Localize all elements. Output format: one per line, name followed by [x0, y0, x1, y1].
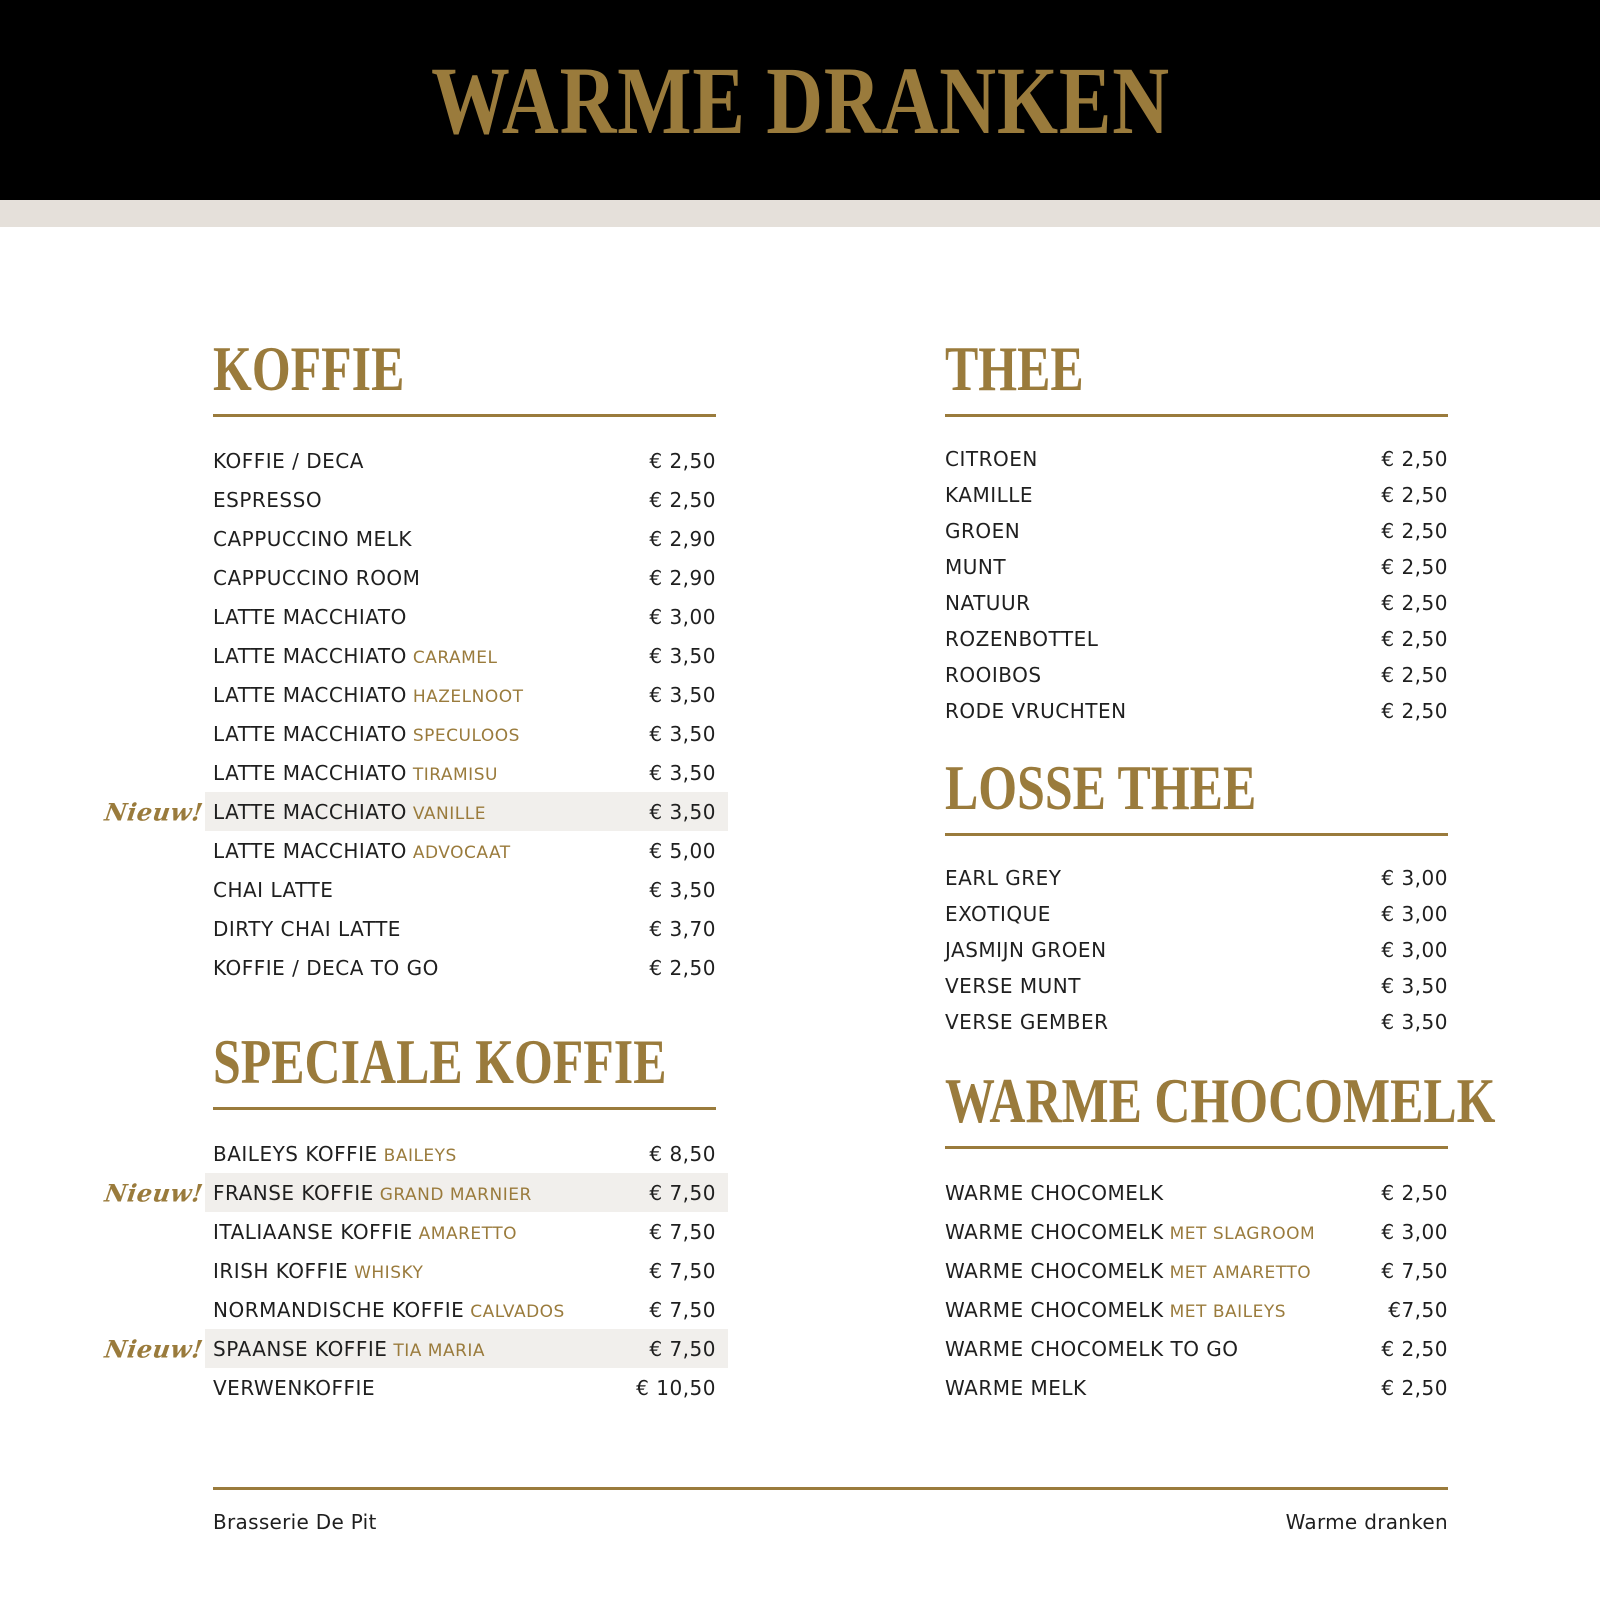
menu-item-price: € 7,50	[649, 1219, 716, 1244]
menu-item-price: € 10,50	[636, 1375, 716, 1400]
menu-item-label	[945, 555, 1006, 579]
menu-item-price: € 3,00	[649, 604, 716, 629]
section-title-warme-chocomelk: WARME CHOCOMELK	[945, 1065, 1496, 1136]
menu-item	[213, 1212, 716, 1251]
menu-item	[213, 753, 716, 792]
section-divider	[945, 1146, 1448, 1149]
menu-item-label	[213, 878, 333, 902]
menu-item-price: € 7,50	[649, 1180, 716, 1205]
menu-item-variant: WHISKY	[354, 1262, 424, 1283]
menu-item-label	[213, 449, 364, 473]
menu-list-thee	[945, 441, 1448, 729]
menu-item-price: € 2,50	[649, 955, 716, 980]
menu-item-price: € 2,50	[1381, 1180, 1448, 1205]
menu-item-price: € 3,50	[1381, 974, 1448, 998]
menu-item-price: € 3,00	[1381, 938, 1448, 962]
menu-item-price: € 2,50	[1381, 591, 1448, 615]
menu-item	[945, 1173, 1448, 1212]
menu-item-label	[213, 722, 520, 746]
menu-item-price: € 2,50	[1381, 519, 1448, 543]
menu-item-label	[945, 591, 1030, 615]
menu-item-variant: CARAMEL	[412, 647, 498, 668]
menu-item-price: € 3,00	[1381, 902, 1448, 926]
section-losse-thee	[945, 749, 1448, 1040]
menu-item-label	[213, 1337, 485, 1361]
menu-item-variant: GRAND MARNIER	[379, 1184, 532, 1205]
menu-item-price: € 2,90	[649, 526, 716, 551]
menu-item	[213, 597, 716, 636]
menu-item-label	[213, 527, 412, 551]
menu-item-price: € 3,00	[1381, 1219, 1448, 1244]
menu-item	[945, 441, 1448, 477]
page-title: WARME DRANKEN	[430, 46, 1170, 154]
section-warme-chocomelk	[945, 1062, 1496, 1407]
menu-item-price: € 2,50	[1381, 663, 1448, 687]
menu-item-price: € 3,50	[649, 799, 716, 824]
menu-item-name: ROOIBOS	[945, 663, 1042, 687]
menu-item-name: ROZENBOTTEL	[945, 627, 1099, 651]
menu-item	[945, 1004, 1448, 1040]
menu-item-label	[213, 1181, 532, 1205]
menu-item-name: LATTE MACCHIATO	[213, 721, 407, 746]
menu-item	[213, 480, 716, 519]
menu-item-name: GROEN	[945, 519, 1021, 543]
menu-item-price: € 2,50	[649, 487, 716, 512]
menu-item	[213, 909, 716, 948]
menu-item-price: €7,50	[1388, 1297, 1448, 1322]
menu-item-price: € 2,50	[1381, 483, 1448, 507]
menu-item-name: ESPRESSO	[213, 487, 323, 512]
menu-item-label	[213, 1220, 517, 1244]
menu-item-price: € 2,50	[1381, 1375, 1448, 1400]
menu-item	[945, 932, 1448, 968]
menu-item-name: SPAANSE KOFFIE	[213, 1336, 388, 1361]
menu-item-label	[945, 519, 1020, 543]
menu-item-variant: AMARETTO	[418, 1223, 518, 1244]
menu-item	[213, 870, 716, 909]
menu-item	[213, 1134, 716, 1173]
menu-item	[213, 948, 716, 987]
menu-item-price: € 3,00	[1381, 866, 1448, 890]
menu-item-label	[945, 1298, 1286, 1322]
section-thee	[945, 330, 1448, 729]
menu-item	[945, 1329, 1448, 1368]
menu-item-variant: TIA MARIA	[393, 1340, 486, 1361]
menu-item-name: VERSE MUNT	[945, 974, 1081, 998]
menu-item-name: CITROEN	[945, 447, 1038, 471]
menu-item	[945, 896, 1448, 932]
menu-item-price: € 8,50	[649, 1141, 716, 1166]
menu-item-price: € 3,50	[649, 721, 716, 746]
menu-item-label	[213, 566, 420, 590]
menu-item-name: WARME CHOCOMELK TO GO	[945, 1336, 1239, 1361]
section-divider	[945, 833, 1448, 836]
menu-item	[213, 519, 716, 558]
menu-item	[945, 1368, 1448, 1407]
menu-item	[945, 1212, 1448, 1251]
menu-item-name: MUNT	[945, 555, 1007, 579]
menu-item-name: RODE VRUCHTEN	[945, 699, 1127, 723]
section-divider	[213, 414, 716, 417]
menu-list-losse-thee	[945, 860, 1448, 1040]
section-divider	[945, 414, 1448, 417]
menu-item-name: BAILEYS KOFFIE	[213, 1141, 378, 1166]
menu-item-label	[213, 644, 498, 668]
menu-item	[945, 1290, 1448, 1329]
menu-item-name: WARME CHOCOMELK	[945, 1258, 1164, 1283]
menu-item-price: € 7,50	[1381, 1258, 1448, 1283]
section-title-losse-thee: LOSSE THEE	[945, 752, 1257, 823]
menu-item-label	[213, 839, 511, 863]
menu-item-label	[945, 1220, 1315, 1244]
menu-item-name: CAPPUCCINO ROOM	[213, 565, 421, 590]
menu-item-price: € 3,50	[649, 760, 716, 785]
menu-item-price: € 3,70	[649, 916, 716, 941]
menu-item	[213, 1368, 716, 1407]
menu-item-price: € 2,50	[1381, 447, 1448, 471]
menu-item-label	[213, 800, 486, 824]
menu-item-name: IRISH KOFFIE	[213, 1258, 349, 1283]
menu-item	[945, 693, 1448, 729]
footer-divider	[213, 1487, 1448, 1490]
menu-item-name: ITALIAANSE KOFFIE	[213, 1219, 413, 1244]
menu-item-name: LATTE MACCHIATO	[213, 838, 407, 863]
menu-item-label	[213, 605, 407, 629]
section-speciale-koffie	[102, 1023, 716, 1407]
footer-brand: Brasserie De Pit	[213, 1510, 377, 1534]
menu-item-price: € 2,50	[1381, 627, 1448, 651]
new-badge: Nieuw!	[102, 797, 206, 826]
header-bar	[0, 0, 1600, 200]
menu-item-price: € 5,00	[649, 838, 716, 863]
menu-item-label	[945, 663, 1042, 687]
menu-item	[945, 860, 1448, 896]
menu-item-name: LATTE MACCHIATO	[213, 799, 407, 824]
menu-item-name: KAMILLE	[945, 483, 1034, 507]
menu-item-price: € 3,50	[1381, 1010, 1448, 1034]
new-badge: Nieuw!	[102, 1178, 206, 1207]
menu-item-label	[945, 447, 1038, 471]
menu-item	[945, 968, 1448, 1004]
header-band	[0, 200, 1600, 227]
menu-item-variant: SPECULOOS	[412, 725, 520, 746]
menu-item-name: CAPPUCCINO MELK	[213, 526, 412, 551]
menu-item-label	[213, 1376, 375, 1400]
menu-item-price: € 7,50	[649, 1258, 716, 1283]
menu-item-label	[945, 974, 1081, 998]
menu-list-warme-chocomelk	[945, 1173, 1448, 1407]
menu-item-price: € 2,90	[649, 565, 716, 590]
menu-item	[945, 1251, 1448, 1290]
menu-item-variant: VANILLE	[412, 803, 486, 824]
menu-item-name: JASMIJN GROEN	[945, 938, 1107, 962]
menu-list-koffie	[102, 441, 716, 987]
menu-item-name: KOFFIE / DECA	[213, 448, 364, 473]
menu-item-label	[213, 956, 439, 980]
menu-item-label	[945, 627, 1098, 651]
menu-item	[945, 513, 1448, 549]
menu-item	[213, 831, 716, 870]
menu-item-variant: MET AMARETTO	[1169, 1262, 1312, 1283]
menu-item-variant: ADVOCAAT	[412, 842, 511, 863]
menu-item-variant: MET SLAGROOM	[1169, 1223, 1316, 1244]
menu-item	[945, 549, 1448, 585]
menu-item	[102, 792, 716, 831]
menu-item-label	[213, 917, 401, 941]
menu-item-price: € 2,50	[1381, 1336, 1448, 1361]
menu-item	[945, 621, 1448, 657]
section-title-koffie: KOFFIE	[213, 333, 405, 404]
section-title-thee: THEE	[945, 333, 1084, 404]
menu-item-label	[213, 1142, 457, 1166]
menu-item-name: DIRTY CHAI LATTE	[213, 916, 401, 941]
menu-item-name: VERSE GEMBER	[945, 1010, 1109, 1034]
menu-item-name: FRANSE KOFFIE	[213, 1180, 374, 1205]
menu-item	[213, 1290, 716, 1329]
left-column	[102, 330, 716, 1407]
menu-item-label	[213, 683, 524, 707]
menu-item	[213, 714, 716, 753]
menu-item-name: EARL GREY	[945, 866, 1062, 890]
menu-item-label	[945, 938, 1107, 962]
menu-item-label	[213, 761, 498, 785]
menu-item-name: LATTE MACCHIATO	[213, 760, 407, 785]
menu-item-price: € 3,50	[649, 643, 716, 668]
menu-item-variant: MET BAILEYS	[1169, 1301, 1287, 1322]
menu-item-label	[213, 1298, 565, 1322]
menu-item-price: € 3,50	[649, 682, 716, 707]
menu-item-name: NORMANDISCHE KOFFIE	[213, 1297, 465, 1322]
menu-item-label	[945, 1181, 1164, 1205]
menu-item-name: WARME CHOCOMELK	[945, 1180, 1164, 1205]
menu-item-label	[945, 1259, 1311, 1283]
menu-item-variant: CALVADOS	[470, 1301, 565, 1322]
menu-item-name: NATUUR	[945, 591, 1031, 615]
menu-item-label	[213, 488, 322, 512]
menu-item-label	[945, 483, 1033, 507]
footer-section-name: Warme dranken	[1285, 1510, 1448, 1534]
new-badge: Nieuw!	[102, 1334, 206, 1363]
menu-item-name: VERWENKOFFIE	[213, 1375, 376, 1400]
menu-item-label	[213, 1259, 423, 1283]
menu-item	[213, 441, 716, 480]
section-title-speciale-koffie: SPECIALE KOFFIE	[213, 1026, 667, 1097]
menu-item-name: KOFFIE / DECA TO GO	[213, 955, 439, 980]
menu-item	[102, 1173, 716, 1212]
menu-item-name: LATTE MACCHIATO	[213, 604, 407, 629]
menu-item	[945, 585, 1448, 621]
menu-item-variant: TIRAMISU	[412, 764, 498, 785]
menu-item-price: € 7,50	[649, 1336, 716, 1361]
section-koffie	[102, 330, 716, 987]
menu-item-name: WARME CHOCOMELK	[945, 1219, 1164, 1244]
menu-item	[213, 558, 716, 597]
menu-item-price: € 7,50	[649, 1297, 716, 1322]
menu-item-label	[945, 1337, 1239, 1361]
menu-item-price: € 2,50	[1381, 555, 1448, 579]
menu-item-name: LATTE MACCHIATO	[213, 682, 407, 707]
menu-item-label	[945, 1376, 1087, 1400]
menu-item	[945, 657, 1448, 693]
menu-item-variant: BAILEYS	[383, 1145, 457, 1166]
menu-item-label	[945, 699, 1127, 723]
menu-item-label	[945, 1010, 1109, 1034]
menu-item-label	[945, 902, 1051, 926]
right-column	[945, 330, 1496, 1407]
menu-item-name: WARME CHOCOMELK	[945, 1297, 1164, 1322]
menu-item-label	[945, 866, 1061, 890]
menu-item	[213, 1251, 716, 1290]
menu-list-speciale-koffie	[102, 1134, 716, 1407]
menu-item-price: € 2,50	[649, 448, 716, 473]
menu-item	[102, 1329, 716, 1368]
menu-item-name: WARME MELK	[945, 1375, 1087, 1400]
menu-item-name: CHAI LATTE	[213, 877, 334, 902]
menu-item-name: LATTE MACCHIATO	[213, 643, 407, 668]
menu-item-price: € 2,50	[1381, 699, 1448, 723]
menu-item-price: € 3,50	[649, 877, 716, 902]
menu-item-name: EXOTIQUE	[945, 902, 1051, 926]
section-divider	[213, 1107, 716, 1110]
menu-item	[213, 675, 716, 714]
menu-item-variant: HAZELNOOT	[412, 686, 524, 707]
menu-item	[213, 636, 716, 675]
menu-item	[945, 477, 1448, 513]
